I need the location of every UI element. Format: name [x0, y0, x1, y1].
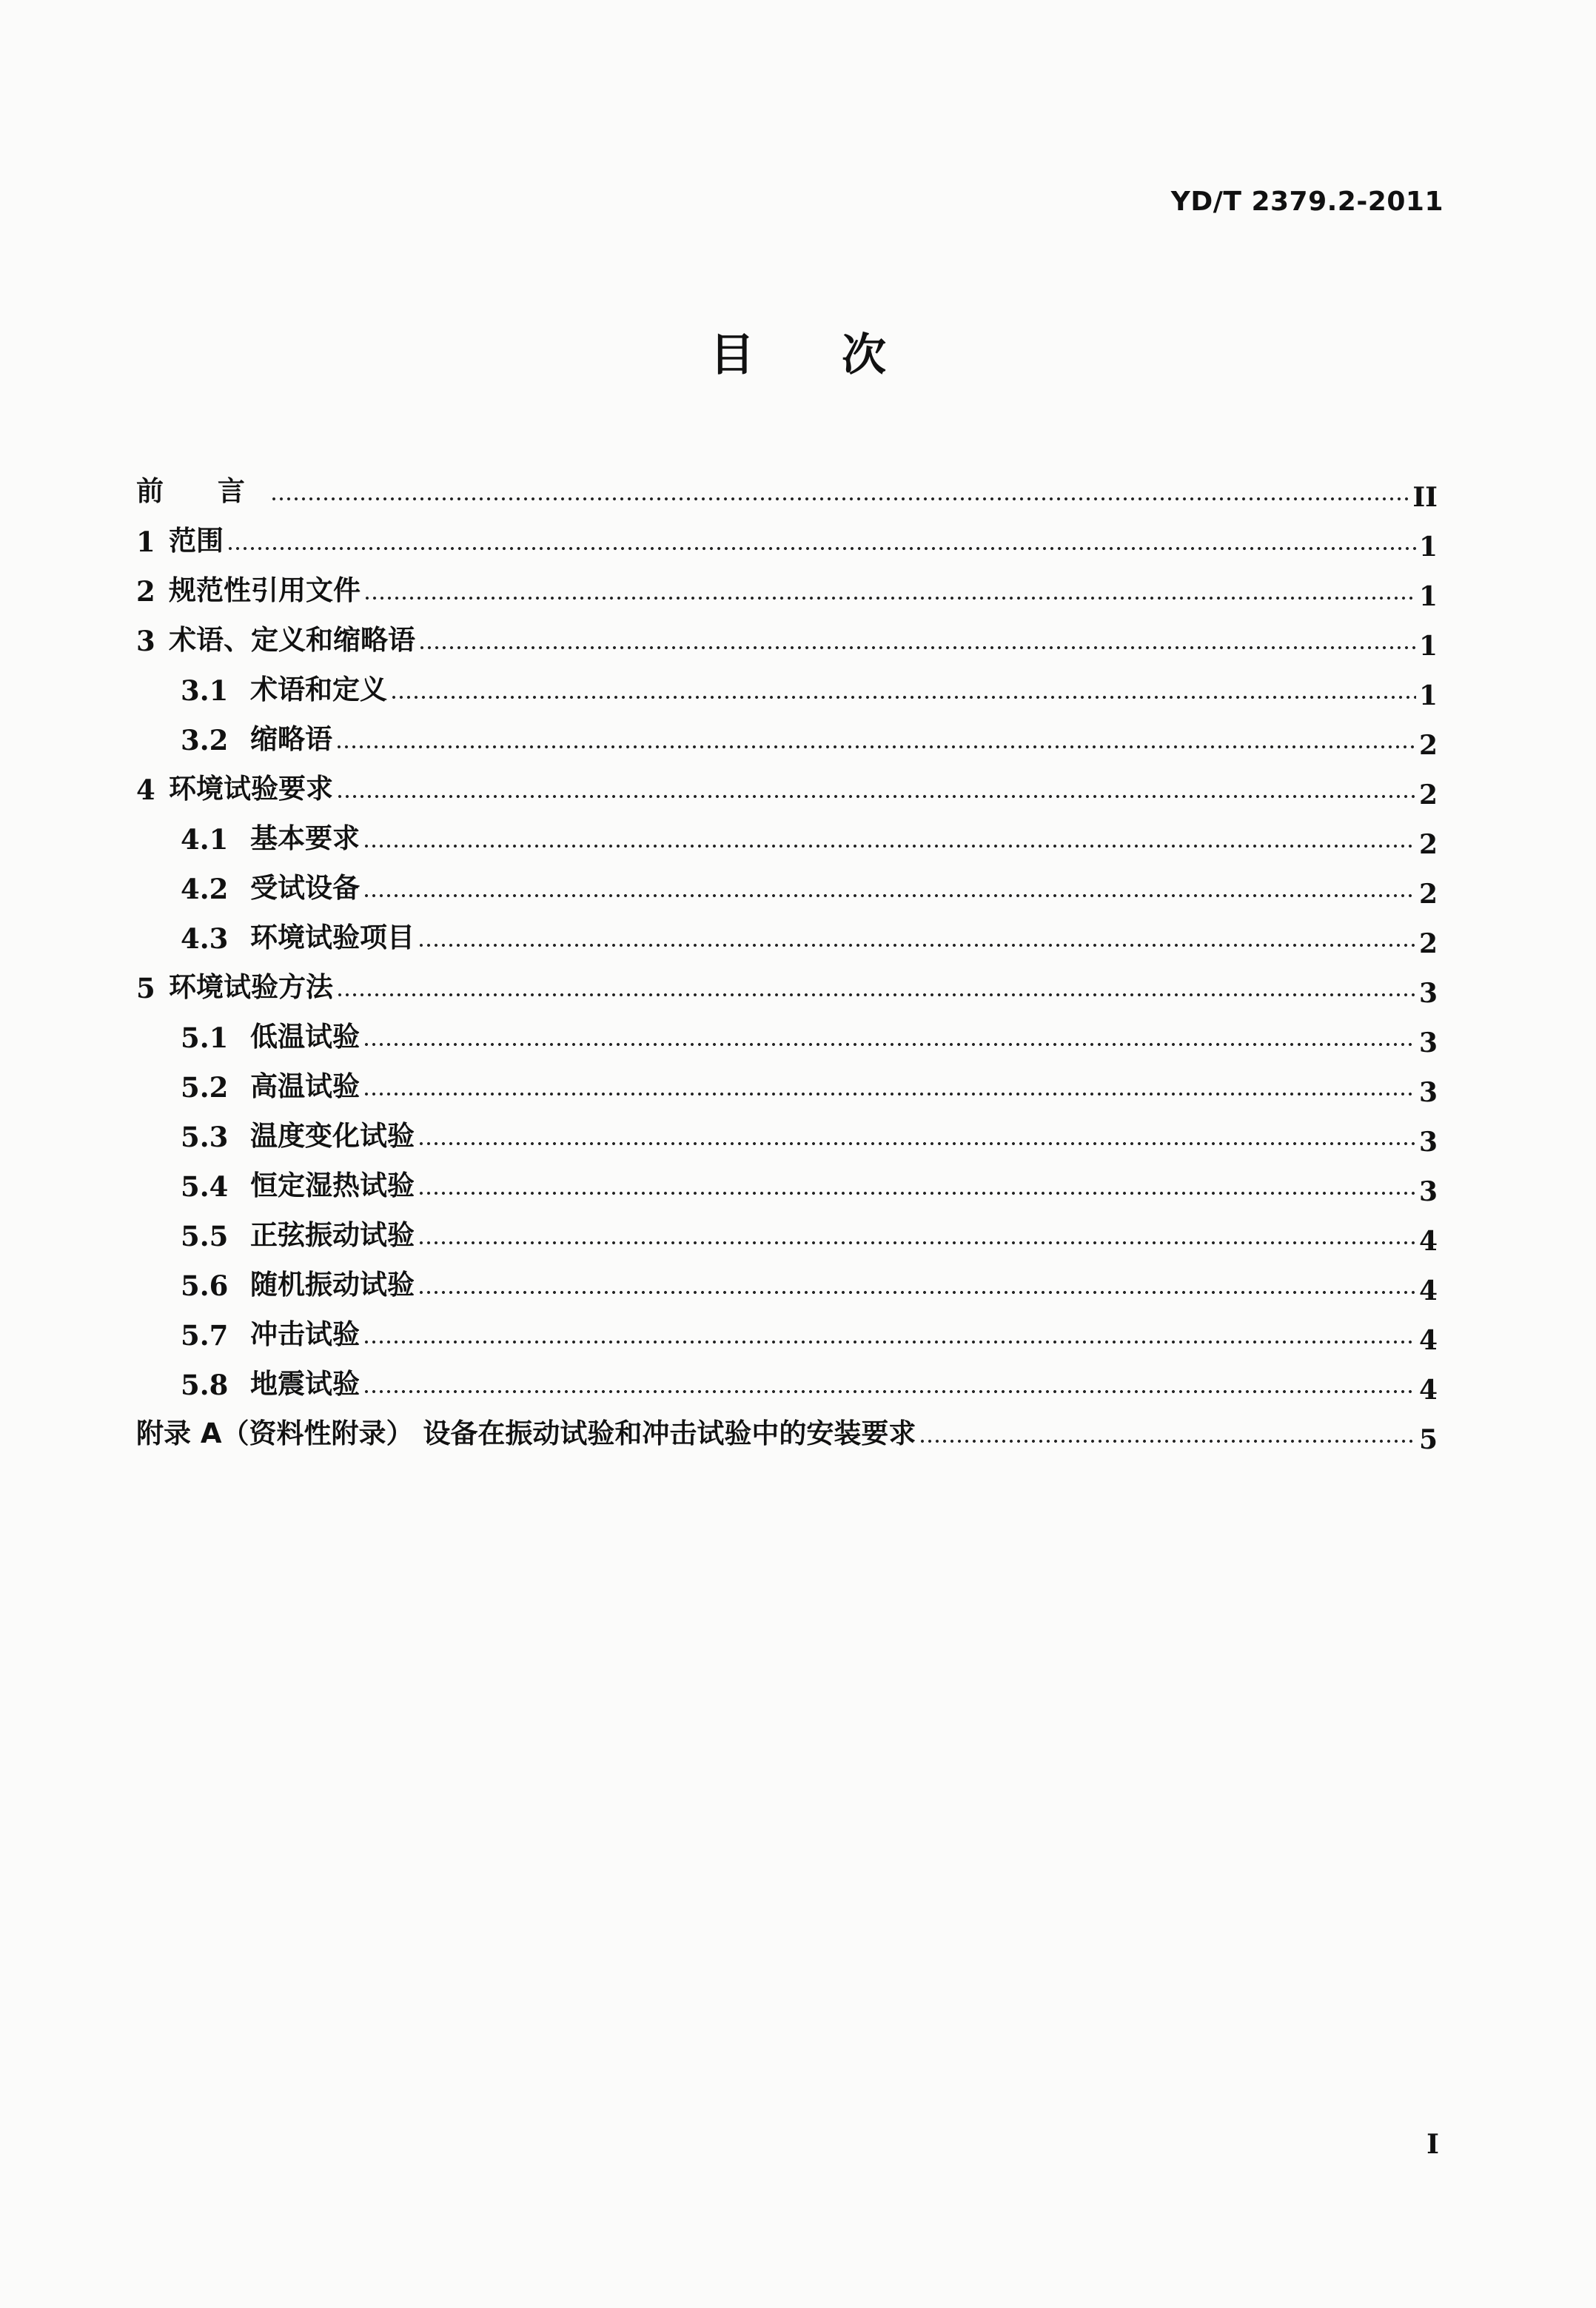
- toc-entry-label: 附录 A（资料性附录） 设备在振动试验和冲击试验中的安装要求: [136, 1418, 916, 1449]
- toc-entry-number: 5.4: [181, 1170, 229, 1203]
- toc-entry-number: 5.8: [181, 1369, 229, 1401]
- dot-leader: [418, 1290, 1416, 1295]
- toc-entry-page: 4: [1418, 1275, 1438, 1306]
- toc-entry-label: 高温试验: [250, 1070, 360, 1102]
- toc-entry-page: 3: [1418, 1077, 1438, 1108]
- dot-leader: [418, 1141, 1416, 1146]
- toc-entry-label: 冲击试验: [250, 1318, 360, 1350]
- page-number: I: [1426, 2129, 1439, 2160]
- toc-entry-number: 4.3: [181, 922, 229, 955]
- dot-leader: [363, 893, 1416, 898]
- page-title: 目次: [710, 329, 973, 381]
- toc-entry-number: 3: [136, 625, 155, 657]
- toc-entry[interactable]: [136, 1153, 1438, 1207]
- toc-entry-label: 前 言: [136, 475, 267, 507]
- toc-entry-number: 5.7: [181, 1319, 229, 1352]
- toc-entry[interactable]: [136, 1203, 1438, 1257]
- table-of-contents: [136, 459, 1438, 1455]
- toc-entry-number: 4.2: [181, 873, 229, 905]
- toc-entry-number: 4.1: [181, 823, 229, 856]
- toc-entry-label: 正弦振动试验: [250, 1219, 415, 1251]
- dot-leader: [390, 695, 1416, 700]
- toc-entry-page: 3: [1418, 1027, 1438, 1059]
- toc-entry-label: 环境试验方法: [169, 971, 333, 1003]
- toc-entry-page: 3: [1418, 1127, 1438, 1158]
- dot-leader: [418, 1191, 1416, 1195]
- toc-entry-page: 4: [1418, 1226, 1438, 1257]
- toc-entry-number: 5.3: [181, 1121, 229, 1153]
- toc-entry-page: 2: [1418, 730, 1438, 761]
- toc-entry-label: 恒定湿热试验: [250, 1170, 415, 1201]
- toc-entry[interactable]: [136, 955, 1438, 1009]
- dot-leader: [418, 645, 1416, 650]
- toc-entry[interactable]: [136, 1252, 1438, 1306]
- toc-entry-page: 2: [1418, 779, 1438, 811]
- toc-entry-label: 受试设备: [250, 872, 360, 904]
- toc-entry[interactable]: [136, 707, 1438, 761]
- toc-entry-page: 2: [1418, 879, 1438, 910]
- toc-entry-label: 术语和定义: [250, 674, 387, 705]
- toc-entry-page: 4: [1418, 1325, 1438, 1356]
- toc-entry-label: 地震试验: [250, 1368, 360, 1400]
- toc-entry[interactable]: [136, 1104, 1438, 1158]
- toc-entry[interactable]: [136, 856, 1438, 910]
- toc-entry-page: 3: [1418, 1176, 1438, 1207]
- toc-entry-label: 规范性引用文件: [169, 574, 361, 606]
- toc-entry[interactable]: [136, 905, 1438, 959]
- toc-entry-number: 5.6: [181, 1269, 229, 1302]
- toc-entry[interactable]: [136, 558, 1438, 612]
- toc-entry-label: 温度变化试验: [250, 1120, 415, 1152]
- dot-leader: [227, 546, 1416, 551]
- toc-entry[interactable]: [136, 509, 1438, 563]
- toc-entry[interactable]: [136, 1054, 1438, 1108]
- toc-entry-label: 术语、定义和缩略语: [169, 624, 415, 656]
- toc-entry[interactable]: [136, 757, 1438, 811]
- dot-leader: [270, 497, 1409, 501]
- toc-entry-page: 2: [1418, 928, 1438, 959]
- dot-leader: [418, 943, 1416, 947]
- toc-entry-label: 随机振动试验: [250, 1269, 415, 1301]
- dot-leader: [335, 745, 1416, 749]
- toc-entry[interactable]: [136, 459, 1438, 513]
- toc-entry[interactable]: [136, 1004, 1438, 1059]
- dot-leader: [363, 1092, 1416, 1096]
- dot-leader: [363, 596, 1416, 600]
- toc-entry-label: 环境试验要求: [169, 773, 333, 805]
- toc-entry-number: 5.2: [181, 1071, 229, 1104]
- toc-entry-label: 基本要求: [250, 822, 360, 854]
- dot-leader: [336, 794, 1416, 799]
- standard-code: YD/T 2379.2-2011: [1170, 187, 1444, 217]
- toc-entry-page: 5: [1418, 1424, 1438, 1455]
- toc-entry-page: 1: [1418, 581, 1438, 612]
- dot-leader: [363, 844, 1416, 848]
- toc-entry[interactable]: [136, 657, 1438, 711]
- toc-entry-page: 4: [1418, 1375, 1438, 1406]
- toc-entry-number: 3.2: [181, 724, 229, 757]
- toc-entry-page: 3: [1418, 978, 1438, 1009]
- dot-leader: [363, 1042, 1416, 1047]
- toc-entry-page: II: [1412, 482, 1438, 513]
- toc-entry-number: 4: [136, 774, 155, 806]
- toc-entry-label: 范围: [169, 525, 224, 557]
- toc-entry-number: 3.1: [181, 674, 229, 707]
- toc-entry[interactable]: [136, 1401, 1438, 1455]
- toc-entry[interactable]: [136, 1302, 1438, 1356]
- dot-leader: [336, 993, 1416, 997]
- toc-entry-number: 2: [136, 575, 155, 608]
- toc-entry-page: 1: [1418, 531, 1438, 563]
- toc-entry-number: 5.5: [181, 1220, 229, 1252]
- toc-entry-number: 5: [136, 972, 155, 1004]
- toc-entry[interactable]: [136, 806, 1438, 860]
- toc-entry-number: 5.1: [181, 1022, 229, 1054]
- toc-entry-page: 2: [1418, 829, 1438, 860]
- dot-leader: [919, 1439, 1416, 1443]
- toc-entry[interactable]: [136, 1352, 1438, 1406]
- toc-entry-page: 1: [1418, 631, 1438, 662]
- toc-entry-label: 缩略语: [250, 723, 332, 755]
- dot-leader: [363, 1340, 1416, 1344]
- toc-entry[interactable]: [136, 608, 1438, 662]
- dot-leader: [363, 1389, 1416, 1394]
- dot-leader: [418, 1241, 1416, 1245]
- toc-entry-label: 环境试验项目: [250, 922, 415, 953]
- toc-entry-label: 低温试验: [250, 1021, 360, 1053]
- toc-entry-page: 1: [1418, 680, 1438, 711]
- toc-entry-number: 1: [136, 526, 155, 558]
